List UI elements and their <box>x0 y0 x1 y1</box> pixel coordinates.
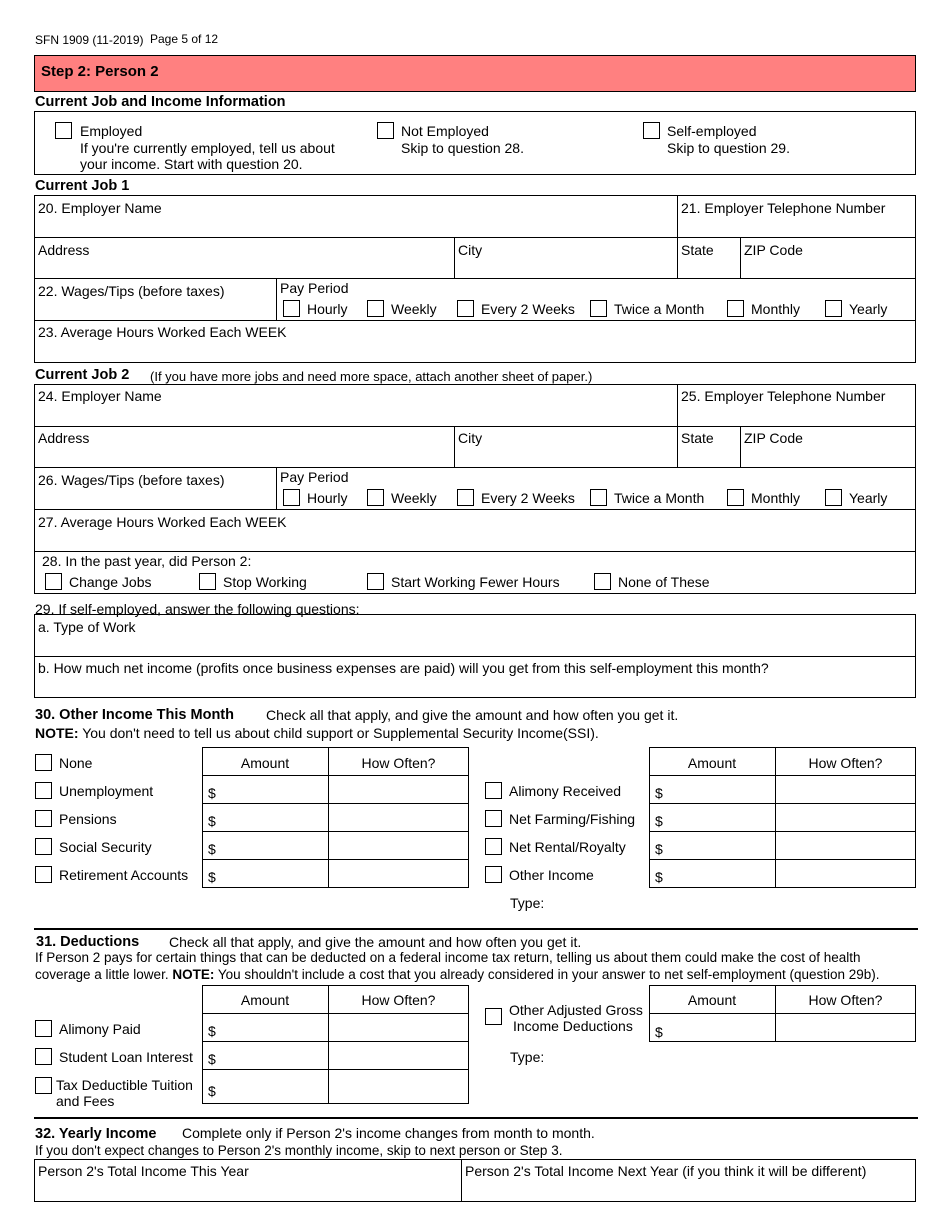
tuition-fees-label-1: Tax Deductible Tuition <box>56 1077 193 1093</box>
currency-symbol: $ <box>208 1023 216 1039</box>
step-title: Step 2: Person 2 <box>41 63 159 80</box>
employed-note-2: your income. Start with question 20. <box>80 156 303 172</box>
q29-question: 29. If self-employed, answer the following questions: <box>35 601 360 617</box>
job1-wages-field[interactable] <box>35 300 275 319</box>
employed-label: Employed <box>80 123 143 139</box>
other-agi-deductions-label-1: Other Adjusted Gross <box>509 1002 643 1018</box>
job2-every-2-weeks-label: Every 2 Weeks <box>481 490 575 506</box>
job1-yearly-checkbox[interactable] <box>825 300 842 317</box>
job1-employer-phone-field[interactable] <box>678 216 915 236</box>
q31-description-1: If Person 2 pays for certain things that can be deducted on a federal income tax return, telling us about them could make the cost of health <box>35 950 861 965</box>
q30-left-amount-header: Amount <box>240 755 290 771</box>
job2-city-field[interactable] <box>455 447 676 466</box>
unemployment-label: Unemployment <box>59 783 154 799</box>
alimony-paid-amount-field[interactable] <box>218 1015 326 1039</box>
job2-weekly-checkbox[interactable] <box>367 489 384 506</box>
currency-symbol: $ <box>655 785 663 801</box>
student-loan-how-often-field[interactable] <box>330 1043 467 1067</box>
net-rental-amount-field[interactable] <box>665 833 773 857</box>
q31-left-amount-header: Amount <box>240 992 290 1008</box>
step-banner <box>34 55 916 92</box>
currency-symbol: $ <box>208 813 216 829</box>
q32-title: 32. Yearly Income <box>35 1126 157 1142</box>
other-income-type-label: Type: <box>510 895 545 911</box>
job2-pay-period-label: Pay Period <box>280 469 349 485</box>
q30-title: 30. Other Income This Month <box>35 707 234 723</box>
job2-twice-a-month-label: Twice a Month <box>614 490 705 506</box>
currency-symbol: $ <box>208 869 216 885</box>
job1-state-field[interactable] <box>678 258 739 277</box>
none-income-label: None <box>59 755 93 771</box>
tuition-fees-label-2: and Fees <box>56 1093 115 1109</box>
employed-note-1: If you're currently employed, tell us about <box>80 140 335 156</box>
alimony-received-checkbox[interactable] <box>485 782 502 799</box>
stop-working-label: Stop Working <box>223 574 307 590</box>
job1-employer-name-field[interactable] <box>35 216 676 236</box>
job2-address-label: Address <box>38 430 90 446</box>
section-divider <box>34 928 918 930</box>
social-security-amount-field[interactable] <box>218 833 326 857</box>
currency-symbol: $ <box>208 841 216 857</box>
job2-state-label: State <box>681 430 714 446</box>
total-income-this-year-field[interactable] <box>35 1180 460 1201</box>
job1-weekly-checkbox[interactable] <box>367 300 384 317</box>
job2-hourly-label: Hourly <box>307 490 348 506</box>
q31-description-2 <box>35 967 880 983</box>
q31-desc2-post: You shouldn't include a cost that you already considered in your answer to net self-employment (question 29b). <box>214 967 880 982</box>
job2-every-2-weeks-checkbox[interactable] <box>457 489 474 506</box>
net-rental-checkbox[interactable] <box>485 838 502 855</box>
other-income-type-field[interactable] <box>548 892 916 912</box>
social-security-label: Social Security <box>59 839 152 855</box>
job2-hours-field[interactable] <box>35 530 915 551</box>
self-employed-label: Self-employed <box>667 123 757 139</box>
job1-hourly-label: Hourly <box>307 301 348 317</box>
net-farming-checkbox[interactable] <box>485 810 502 827</box>
q29a-label: a. Type of Work <box>38 619 136 635</box>
job1-every-2-weeks-checkbox[interactable] <box>457 300 474 317</box>
job1-hourly-checkbox[interactable] <box>283 300 300 317</box>
other-agi-deductions-label-2: Income Deductions <box>513 1018 633 1034</box>
job2-employer-phone-field[interactable] <box>678 405 915 425</box>
q30-left-how-often-header: How Often? <box>361 755 436 771</box>
other-agi-type-label: Type: <box>510 1049 545 1065</box>
q28-question: 28. In the past year, did Person 2: <box>42 553 252 569</box>
alimony-received-label: Alimony Received <box>509 783 622 799</box>
job1-title: Current Job 1 <box>35 178 130 194</box>
job2-zip-field[interactable] <box>741 447 915 466</box>
total-income-next-year-field[interactable] <box>462 1180 915 1201</box>
unemployment-checkbox[interactable] <box>35 782 52 799</box>
alimony-received-how-often-field[interactable] <box>777 777 914 801</box>
job2-employer-name-label: 24. Employer Name <box>38 388 162 404</box>
total-income-next-year-label: Person 2's Total Income Next Year (if you think it will be different) <box>465 1163 867 1179</box>
pensions-checkbox[interactable] <box>35 810 52 827</box>
net-income-field[interactable] <box>35 677 915 697</box>
job2-state-field[interactable] <box>678 447 739 466</box>
job1-city-field[interactable] <box>455 258 676 277</box>
job2-employer-name-field[interactable] <box>35 405 676 425</box>
section-divider <box>34 1117 918 1119</box>
q32-instruction: Complete only if Person 2's income changes from month to month. <box>182 1125 595 1141</box>
other-income-checkbox[interactable] <box>485 866 502 883</box>
pensions-how-often-field[interactable] <box>330 805 467 829</box>
job1-employer-name-label: 20. Employer Name <box>38 200 162 216</box>
job1-employer-phone-label: 21. Employer Telephone Number <box>681 200 886 216</box>
currency-symbol: $ <box>208 785 216 801</box>
fewer-hours-checkbox[interactable] <box>367 573 384 590</box>
tuition-fees-amount-field[interactable] <box>218 1071 326 1102</box>
self-employed-checkbox[interactable] <box>643 122 660 139</box>
job2-hourly-checkbox[interactable] <box>283 489 300 506</box>
q31-title: 31. Deductions <box>36 934 140 950</box>
job1-state-label: State <box>681 242 714 258</box>
q30-right-amount-header: Amount <box>687 755 737 771</box>
retirement-accounts-checkbox[interactable] <box>35 866 52 883</box>
job1-twice-a-month-label: Twice a Month <box>614 301 705 317</box>
other-income-amount-field[interactable] <box>665 861 773 885</box>
job2-yearly-checkbox[interactable] <box>825 489 842 506</box>
job2-hours-label: 27. Average Hours Worked Each WEEK <box>38 514 287 530</box>
other-agi-amount-field[interactable] <box>665 1015 773 1040</box>
tuition-fees-how-often-field[interactable] <box>330 1071 467 1102</box>
job1-monthly-label: Monthly <box>751 301 801 317</box>
q29b-label: b. How much net income (profits once business expenses are paid) will you get from this self-employment this month? <box>38 660 769 676</box>
job1-monthly-checkbox[interactable] <box>727 300 744 317</box>
job2-address-field[interactable] <box>35 447 453 466</box>
job1-every-2-weeks-label: Every 2 Weeks <box>481 301 575 317</box>
unemployment-amount-field[interactable] <box>218 777 326 801</box>
job1-pay-period-label: Pay Period <box>280 280 349 296</box>
alimony-paid-how-often-field[interactable] <box>330 1015 467 1039</box>
job2-zip-label: ZIP Code <box>744 430 803 446</box>
job1-yearly-label: Yearly <box>849 301 888 317</box>
other-agi-how-often-field[interactable] <box>777 1015 914 1040</box>
stop-working-checkbox[interactable] <box>199 573 216 590</box>
q31-right-amount-header: Amount <box>687 992 737 1008</box>
net-rental-label: Net Rental/Royalty <box>509 839 626 855</box>
employed-checkbox[interactable] <box>55 122 72 139</box>
job2-wages-label: 26. Wages/Tips (before taxes) <box>38 472 225 488</box>
job2-yearly-label: Yearly <box>849 490 888 506</box>
q31-left-how-often-header: How Often? <box>361 992 436 1008</box>
currency-symbol: $ <box>655 841 663 857</box>
student-loan-interest-label: Student Loan Interest <box>59 1049 193 1065</box>
form-id: SFN 1909 (11-2019) <box>35 33 144 47</box>
currency-symbol: $ <box>655 869 663 885</box>
currency-symbol: $ <box>208 1083 216 1099</box>
q30-note-text: You don't need to tell us about child support or Supplemental Security Income(SSI). <box>78 725 599 741</box>
q31-right-how-often-header: How Often? <box>808 992 883 1008</box>
job1-hours-label: 23. Average Hours Worked Each WEEK <box>38 324 287 340</box>
job2-monthly-checkbox[interactable] <box>727 489 744 506</box>
retirement-accounts-amount-field[interactable] <box>218 861 326 885</box>
currency-symbol: $ <box>655 1024 663 1040</box>
social-security-checkbox[interactable] <box>35 838 52 855</box>
net-rental-how-often-field[interactable] <box>777 833 914 857</box>
none-of-these-checkbox[interactable] <box>594 573 611 590</box>
job1-address-label: Address <box>38 242 90 258</box>
job2-note: (If you have more jobs and need more space, attach another sheet of paper.) <box>150 369 593 384</box>
job1-wages-label: 22. Wages/Tips (before taxes) <box>38 283 225 299</box>
job2-title: Current Job 2 <box>35 367 130 383</box>
fewer-hours-label: Start Working Fewer Hours <box>391 574 560 590</box>
job2-weekly-label: Weekly <box>391 490 437 506</box>
other-income-label: Other Income <box>509 867 594 883</box>
other-agi-deductions-checkbox[interactable] <box>485 1008 502 1025</box>
job1-weekly-label: Weekly <box>391 301 437 317</box>
job1-zip-field[interactable] <box>741 258 915 277</box>
page-number: Page 5 of 12 <box>150 32 219 46</box>
pensions-label: Pensions <box>59 811 117 827</box>
job1-hours-field[interactable] <box>35 341 915 362</box>
q32-note: If you don't expect changes to Person 2's monthly income, skip to next person or Step 3. <box>35 1143 563 1158</box>
other-agi-type-field[interactable] <box>548 1045 916 1065</box>
not-employed-note: Skip to question 28. <box>401 140 524 156</box>
change-jobs-checkbox[interactable] <box>45 573 62 590</box>
none-of-these-label: None of These <box>618 574 710 590</box>
job2-employer-phone-label: 25. Employer Telephone Number <box>681 388 886 404</box>
net-farming-amount-field[interactable] <box>665 805 773 829</box>
student-loan-interest-checkbox[interactable] <box>35 1048 52 1065</box>
net-farming-label: Net Farming/Fishing <box>509 811 636 827</box>
student-loan-amount-field[interactable] <box>218 1043 326 1067</box>
q30-right-how-often-header: How Often? <box>808 755 883 771</box>
job1-twice-a-month-checkbox[interactable] <box>590 300 607 317</box>
alimony-paid-checkbox[interactable] <box>35 1020 52 1037</box>
alimony-paid-label: Alimony Paid <box>59 1021 141 1037</box>
pensions-amount-field[interactable] <box>218 805 326 829</box>
currency-symbol: $ <box>655 813 663 829</box>
q31-instruction: Check all that apply, and give the amount and how often you get it. <box>169 934 582 950</box>
other-income-how-often-field[interactable] <box>777 861 914 885</box>
retirement-accounts-how-often-field[interactable] <box>330 861 467 885</box>
job2-wages-field[interactable] <box>35 489 275 508</box>
q31-note-label: NOTE: <box>172 967 215 982</box>
not-employed-checkbox[interactable] <box>377 122 394 139</box>
not-employed-label: Not Employed <box>401 123 489 139</box>
retirement-accounts-label: Retirement Accounts <box>59 867 189 883</box>
job1-city-label: City <box>458 242 483 258</box>
q31-desc2-pre: coverage a little lower. <box>35 967 173 982</box>
type-of-work-field[interactable] <box>35 635 915 655</box>
social-security-how-often-field[interactable] <box>330 833 467 857</box>
job1-address-field[interactable] <box>35 258 453 277</box>
q30-instruction: Check all that apply, and give the amount and how often you get it. <box>266 707 679 723</box>
q30-note-label: NOTE: <box>35 725 79 741</box>
net-farming-how-often-field[interactable] <box>777 805 914 829</box>
change-jobs-label: Change Jobs <box>69 574 152 590</box>
unemployment-how-often-field[interactable] <box>330 777 467 801</box>
none-income-checkbox[interactable] <box>35 754 52 771</box>
q30-note <box>35 725 599 741</box>
section-title-current-job-info: Current Job and Income Information <box>35 94 286 110</box>
total-income-this-year-label: Person 2's Total Income This Year <box>38 1163 249 1179</box>
job2-city-label: City <box>458 430 483 446</box>
job1-zip-label: ZIP Code <box>744 242 803 258</box>
tuition-fees-checkbox[interactable] <box>35 1077 52 1094</box>
job2-twice-a-month-checkbox[interactable] <box>590 489 607 506</box>
job2-monthly-label: Monthly <box>751 490 801 506</box>
alimony-received-amount-field[interactable] <box>665 777 773 801</box>
self-employed-note: Skip to question 29. <box>667 140 790 156</box>
currency-symbol: $ <box>208 1051 216 1067</box>
